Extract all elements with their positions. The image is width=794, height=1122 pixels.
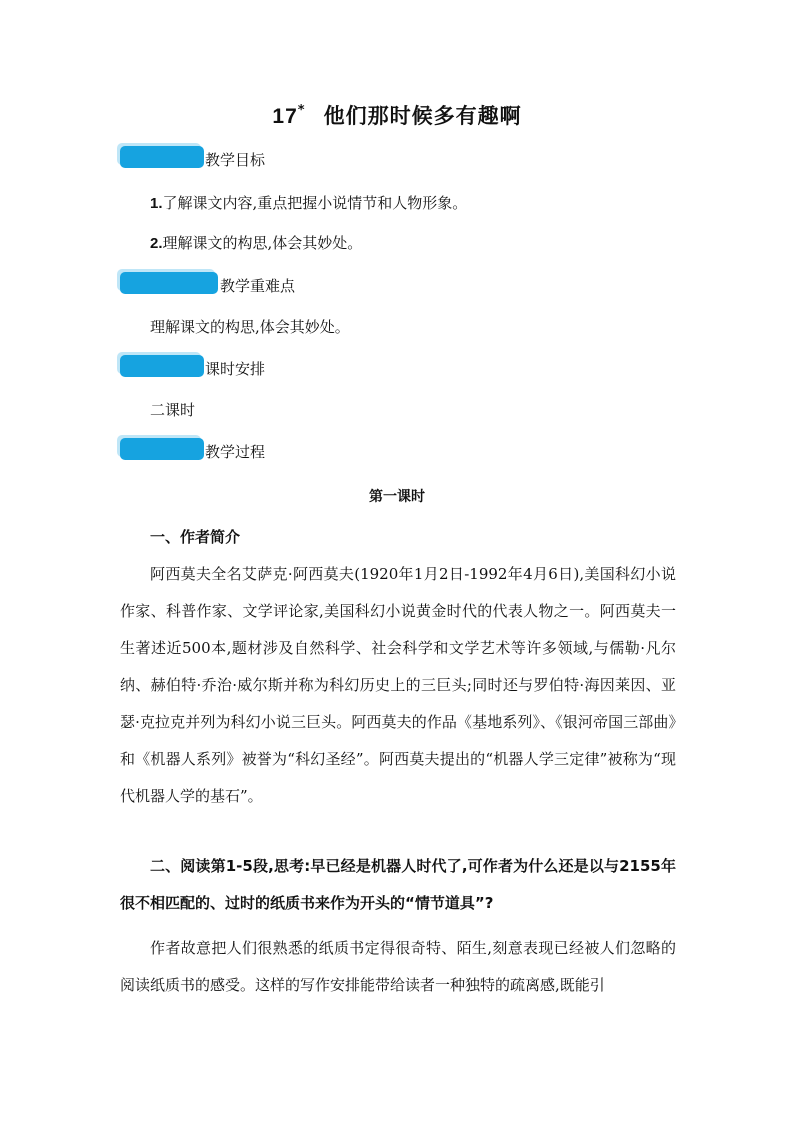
section-tab-icon: [120, 355, 204, 377]
part2-answer: 作者故意把人们很熟悉的纸质书定得很奇特、陌生,刻意表现已经被人们忽略的阅读纸质书的感受。这样的写作安排能带给读者一种独特的疏离感,既能引: [120, 939, 676, 994]
lesson-title: [0, 100, 794, 130]
part2-question: 二、阅读第1-5段,思考:早已经是机器人时代了,可作者为什么还是以与2155年很不相匹配的、过时的纸质书来作为开头的“情节道具”?: [120, 857, 676, 912]
section-label: 教学重难点: [220, 277, 296, 295]
lesson-heading: 第一课时: [369, 489, 425, 505]
section-label: 课时安排: [205, 360, 266, 378]
lesson-title-text: 他们那时候多有趣啊: [323, 104, 522, 128]
section-tab-icon: [120, 146, 204, 168]
lesson-number: 17: [272, 105, 298, 128]
goal-item-2: [150, 232, 362, 253]
section-tab-icon: [120, 272, 218, 294]
goal-item-text: 了解课文内容,重点把握小说情节和人物形象。: [162, 194, 468, 212]
goal-item-1: [150, 192, 467, 213]
keypoints-text: 理解课文的构思,体会其妙处。: [150, 318, 350, 336]
section-tab-icon: [120, 438, 204, 460]
self-study-mark: *: [297, 103, 306, 118]
section-label: 教学过程: [205, 443, 266, 461]
part1-heading: 一、作者简介: [150, 528, 241, 546]
section-label: 教学目标: [205, 151, 266, 169]
goal-item-number: 1.: [150, 195, 163, 212]
schedule-text: 二课时: [150, 401, 196, 419]
goal-item-text: 理解课文的构思,体会其妙处。: [162, 234, 363, 252]
author-paragraph: 阿西莫夫全名艾萨克·阿西莫夫(1920年1月2日-1992年4月6日),美国科幻小说作家、科普作家、文学评论家,美国科幻小说黄金时代的代表人物之一。阿西莫夫一生著述近500本,题材涉及自然科学、社会科学和文学艺术等许多领域,与儒勒·凡尔纳、赫伯特·乔治·威尔斯并称为科幻历史上的三巨头;同时还与罗伯特·海因莱因、亚瑟·克拉克并列为科幻小说三巨头。阿西莫夫的作品《基地系列》、《银河帝国三部曲》和《机器人系列》被誉为“科幻圣经”。阿西莫夫提出的“机器人学三定律”被称为“现代机器人学的基石”。: [120, 565, 676, 805]
goal-item-number: 2.: [150, 235, 163, 252]
